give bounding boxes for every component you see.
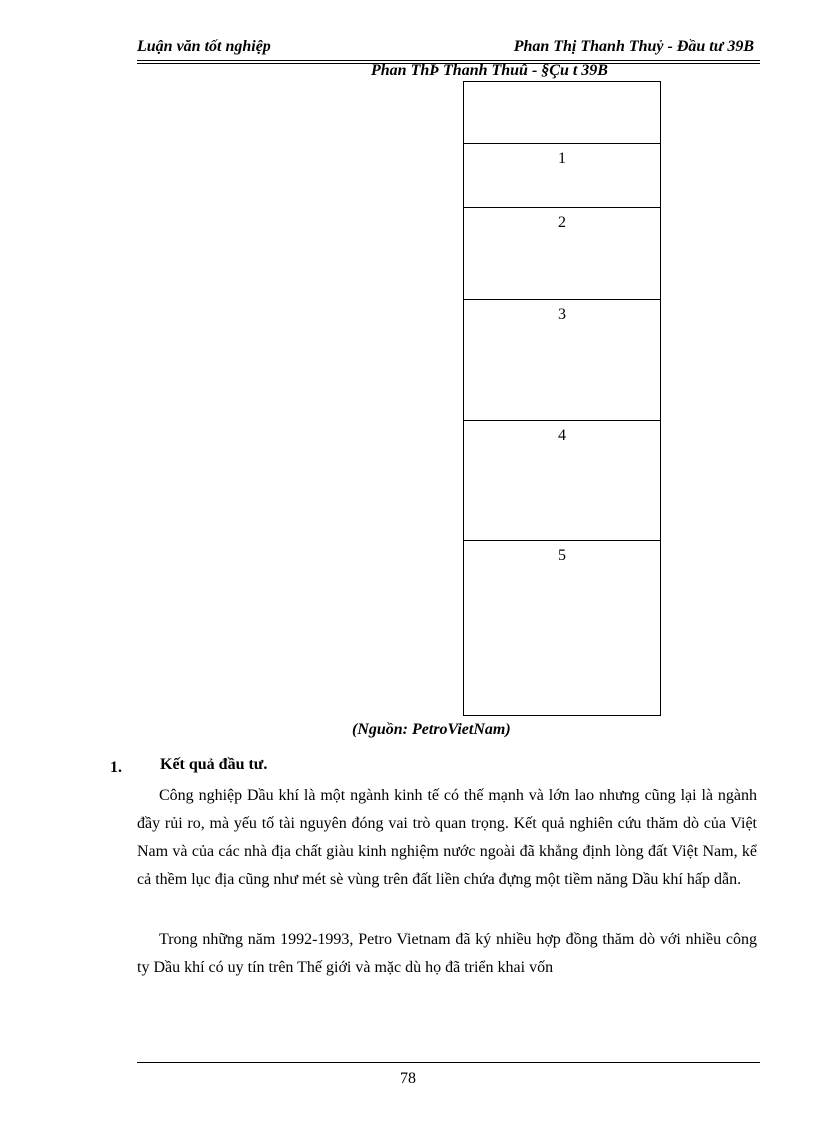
body-paragraph: Trong những năm 1992-1993, Petro Vietnam đã ký nhiều hợp đồng thăm dò với nhiều công ty Dầu khí có uy tín trên Thế giới và mặc dù họ đã triển khai vốn <box>137 931 757 976</box>
footer-rule <box>137 1062 760 1063</box>
body-paragraph: Công nghiệp Dầu khí là một ngành kinh tế có thế mạnh và lớn lao nhưng cũng lại là ngành đầy rủi ro, mà yếu tố tài nguyên đóng vai trò quan trọng. Kết quả nghiên cứu thăm dò của Việt Nam và của các nhà địa chất giàu kinh nghiệm nước ngoài đã khẳng định lòng đất Việt Nam, kể cả thềm lục địa cũng như mét sè vùng trên đất liền chứa đựng một tiềm năng Dầu khí hấp dẫn. <box>137 787 757 888</box>
header-garbled-text: Phan ThÞ Thanh Thuû - §Çu t 39B <box>371 62 608 79</box>
table-row: 5 <box>464 540 660 715</box>
section-title: Kết quả đầu tư. <box>160 756 268 773</box>
header-rule <box>137 60 760 61</box>
header-left-title: Luận văn tốt nghiệp <box>137 38 271 55</box>
table-row: 1 <box>464 143 660 207</box>
source-note: (Nguồn: PetroVietNam) <box>352 721 511 738</box>
table-row: 3 <box>464 299 660 420</box>
page-number: 78 <box>400 1070 416 1087</box>
table-row: 2 <box>464 207 660 299</box>
data-table <box>463 81 661 716</box>
table-row <box>464 82 660 143</box>
table-row: 4 <box>464 420 660 540</box>
header-right-author: Phan Thị Thanh Thuỷ - Đầu tư 39B <box>513 38 754 55</box>
section-number: 1. <box>110 759 122 776</box>
